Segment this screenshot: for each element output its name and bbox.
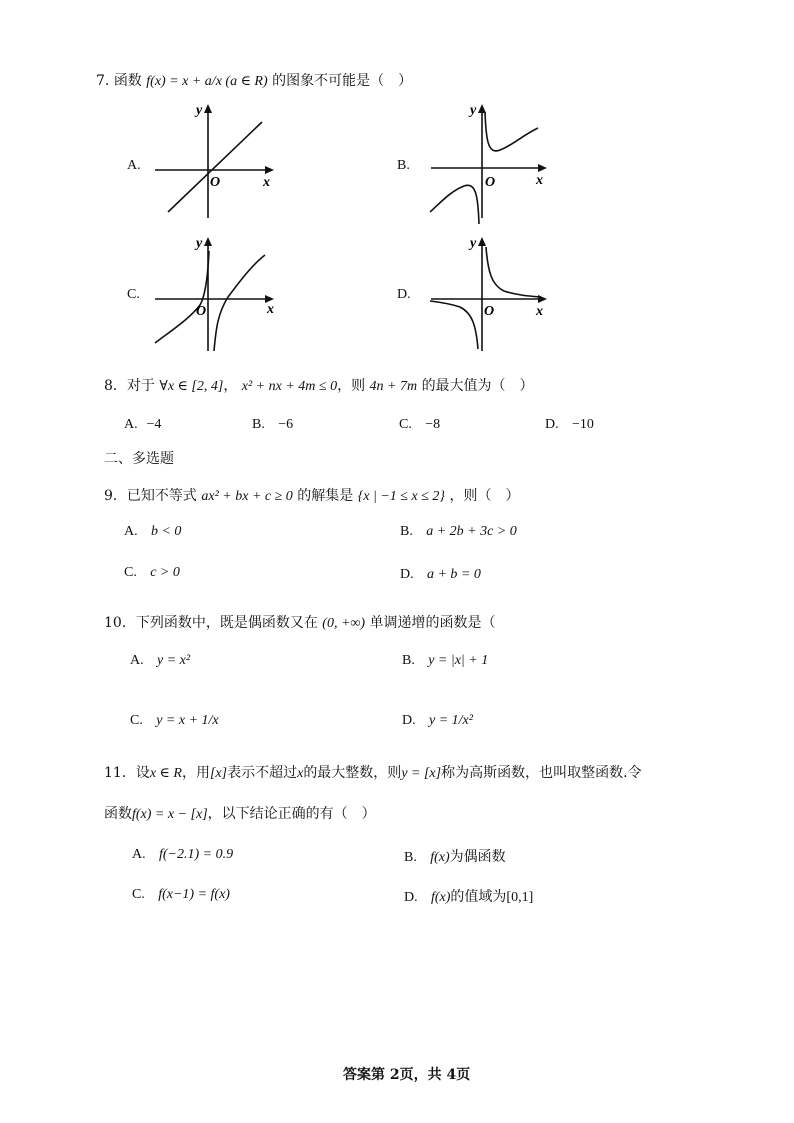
q10-option-c: C. y = x + 1/x [130, 713, 219, 728]
q7-graph-c [150, 233, 280, 353]
q9-stem: 9．已知不等式 ax² + bx + c ≥ 0 的解集是 {x | −1 ≤ x ≤ 2} ，则（ ） [104, 488, 520, 504]
q10-option-a: A. y = x² [130, 653, 191, 668]
q10-option-d: D. y = 1/x² [402, 713, 473, 728]
q8-option-c: C. −8 [399, 417, 441, 432]
q7-stem: 7. 函数 f(x) = x + a/x (a ∈ R) 的图象不可能是（ ） [96, 73, 413, 89]
q10-interval: (0, +∞) [322, 616, 366, 631]
q11-option-b: B. f(x)为偶函数 [404, 849, 506, 865]
q9-option-a: A. b < 0 [124, 524, 182, 539]
q11-option-c: C. f(x−1) = f(x) [132, 887, 230, 902]
q7-d-y-label: y [470, 236, 477, 251]
q7-option-b-label: B. [397, 158, 410, 173]
q7-a-origin: O [210, 175, 221, 190]
q9-option-b: B. a + 2b + 3c > 0 [400, 524, 517, 539]
q7-graph-a [150, 100, 280, 220]
q7-graph-d [428, 233, 553, 353]
q9-option-c: C. c > 0 [124, 565, 180, 580]
q7-option-a-label: A. [127, 158, 141, 173]
q7-c-y-label: y [196, 236, 203, 251]
q11-stem-line1: 11．设x ∈ R，用[x]表示不超过x的最大整数，则y = [x]称为高斯函数，也叫取整函数.令 [104, 765, 642, 781]
q7-graph-b [428, 100, 553, 220]
section-title: 二、多选题 [104, 451, 174, 467]
q11-stem-line2: 函数f(x) = x − [x]，以下结论正确的有（ ） [104, 806, 376, 822]
q7-d-x-label: x [536, 304, 543, 319]
q9-option-d: D. a + b = 0 [400, 567, 481, 582]
q7-b-x-label: x [536, 173, 543, 188]
q10-stem: 10．下列函数中，既是偶函数又在 (0, +∞) 单调递增的函数是（ [104, 615, 496, 631]
q7-option-d-label: D. [397, 287, 411, 302]
q8-option-b: B. −6 [252, 417, 294, 432]
q7-a-x-label: x [263, 175, 270, 190]
q10-option-b: B. y = |x| + 1 [402, 653, 489, 668]
q7-b-origin: O [485, 175, 496, 190]
q7-option-c-label: C. [127, 287, 140, 302]
q7-b-y-label: y [470, 103, 477, 118]
q8-expr: 4n + 7m [369, 379, 418, 394]
q8-option-d: D. −10 [545, 417, 594, 432]
page-footer: 答案第 2页，共 4页 [343, 1067, 471, 1083]
q8-option-a: A. −4 [124, 417, 162, 432]
q11-option-a: A. f(−2.1) = 0.9 [132, 847, 234, 862]
q8-stem: 8．对于 ∀x ∈ [2, 4]， x² + nx + 4m ≤ 0，则 4n + 7m 的最大值为（ ） [104, 378, 534, 394]
q7-c-origin: O [196, 304, 207, 319]
q8-cond2: x² + nx + 4m ≤ 0 [241, 379, 338, 394]
q7-a-y-label: y [196, 103, 203, 118]
q8-cond1: ∀x ∈ [2, 4] [159, 379, 224, 394]
q11-option-d: D. f(x)的值域为[0,1] [404, 889, 534, 905]
q7-d-origin: O [484, 304, 495, 319]
q9-set: {x | −1 ≤ x ≤ 2} [357, 489, 445, 504]
q7-c-x-label: x [267, 302, 274, 317]
q9-ineq: ax² + bx + c ≥ 0 [201, 489, 293, 504]
q7-formula: f(x) = x + a/x (a ∈ R) [146, 74, 268, 89]
